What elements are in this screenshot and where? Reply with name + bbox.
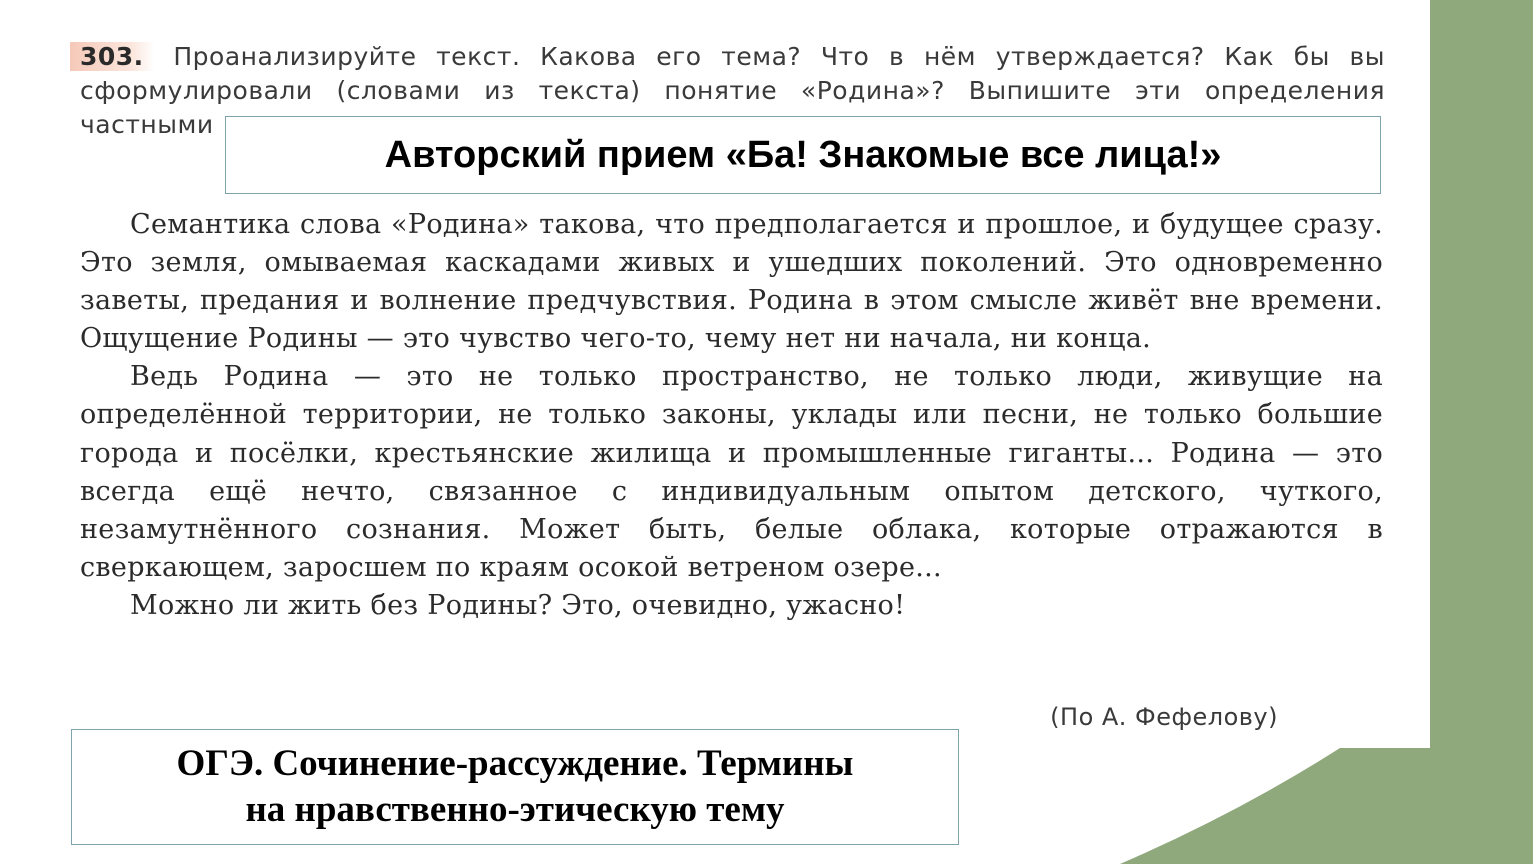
task-text: Проанализируйте текст. Какова его тема? Что в нём утверждается? Как бы вы сформулировали (словами из текста) понятие «Родина»? Выпишите эти определения частными	[80, 42, 1385, 139]
task-number: 303.	[70, 42, 154, 71]
source-attribution: (По А. Фефелову)	[1050, 703, 1278, 731]
passage-paragraph-1: Семантика слова «Родина» такова, что предполагается и прошлое, и будущее сразу. Это земля, омываемая каскадами живых и ушедших поколений. Это одновременно заветы, предания и волнение предчувствия. Родина в этом смысле живёт вне времени. Ощущение Родины — это чувство чего-то, чему нет ни начала, ни конца.	[80, 209, 1383, 355]
passage-paragraph-3: Можно ли жить без Родины? Это, очевидно, ужасно!	[130, 589, 906, 621]
caption-box	[71, 729, 959, 845]
caption-line-1: ОГЭ. Сочинение-рассуждение. Термины	[176, 743, 854, 784]
overlay-title: Авторский прием «Ба! Знакомые все лица!»	[384, 133, 1222, 176]
passage	[80, 206, 1383, 625]
passage-paragraph-2: Ведь Родина — это не только пространство, не только люди, живущие на определённой территории, не только законы, уклады или песни, не только большие города и посёлки, крестьянские жилища и промышленные гиганты... Родина — это всегда ещё нечто, связанное с индивидуальным опытом детского, чуткого, незамутнённого сознания. Может быть, белые облака, которые отражаются в сверкающем, заросшем по краям осокой ветреном озере...	[80, 361, 1383, 583]
caption-line-2: на нравственно-этическую тему	[245, 789, 785, 830]
overlay-title-box	[225, 116, 1381, 194]
